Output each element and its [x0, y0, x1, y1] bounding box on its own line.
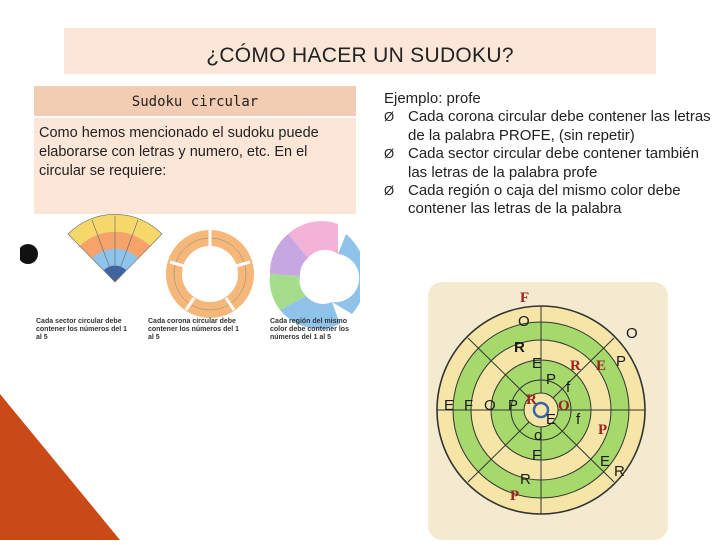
rule-item — [384, 145, 714, 182]
caption-rings: Cada corona circular debe contener los números del 1 al 5 — [148, 318, 240, 341]
puzzle-letter: O — [626, 325, 638, 342]
example-title: Ejemplo: profe — [384, 90, 481, 107]
circular-sudoku-puzzle — [428, 282, 668, 540]
puzzle-letter: R — [614, 463, 625, 480]
arrow-bullet-icon: Ø — [384, 146, 395, 162]
puzzle-letter: O — [484, 397, 496, 414]
puzzle-letter: f — [576, 411, 581, 428]
rule-text: Cada corona circular debe contener las letras de la palabra PROFE, (sin repetir) — [408, 108, 711, 144]
rule-item — [384, 182, 714, 219]
puzzle-letter: P — [508, 397, 519, 414]
regions-illustration — [270, 221, 360, 328]
rules-list — [384, 108, 714, 218]
intro-text: Como hemos mencionado el sudoku puede elaborarse con letras y numero, etc. En el circular se requiere: — [39, 125, 319, 179]
caption-sectors: Cada sector circular debe contener los números del 1 al 5 — [36, 318, 128, 341]
puzzle-letter: f — [566, 379, 571, 396]
title-bar — [64, 28, 656, 74]
puzzle-letter: R — [526, 392, 537, 408]
puzzle-letter: O — [558, 398, 570, 414]
puzzle-letter: o — [534, 427, 543, 444]
puzzle-letter: E — [546, 411, 557, 428]
subtitle: Sudoku circular — [131, 94, 259, 110]
puzzle-letter: R — [570, 358, 581, 374]
intro-box — [34, 118, 356, 214]
puzzle-letter: E — [444, 397, 455, 414]
sector-fan — [68, 214, 162, 282]
puzzle-letter: P — [510, 488, 520, 504]
puzzle-letter: R — [514, 339, 525, 356]
puzzle-letter: R — [520, 471, 531, 488]
rules-illustration — [20, 214, 360, 369]
caption-regions: Cada región del mismo color debe contener los números del 1 al 5 — [270, 318, 349, 341]
puzzle-letter: E — [600, 453, 611, 470]
puzzle-letter: F — [532, 447, 542, 464]
puzzle-letter: E — [532, 355, 543, 372]
arrow-bullet-icon: Ø — [384, 183, 395, 199]
puzzle-letter: F — [520, 290, 530, 306]
arrow-bullet-icon: Ø — [384, 109, 395, 125]
puzzle-letter: O — [518, 313, 530, 330]
rule-text: Cada región o caja del mismo color debe contener las letras de la palabra — [408, 182, 681, 218]
example-text — [384, 90, 714, 219]
ring-illustration — [170, 230, 250, 310]
subtitle-bar — [34, 86, 356, 116]
rule-text: Cada sector circular debe contener también las letras de la palabra profe — [408, 145, 699, 181]
puzzle-letter: P — [546, 371, 557, 388]
puzzle-letter: P — [598, 422, 608, 438]
puzzle-letter: E — [596, 358, 607, 374]
rule-item — [384, 108, 714, 145]
puzzle-letter: P — [616, 353, 627, 370]
puzzle-letter: F — [464, 397, 474, 414]
black-dot — [20, 244, 38, 264]
slide-title: ¿CÓMO HACER UN SUDOKU? — [206, 44, 514, 67]
corner-decoration — [0, 394, 120, 540]
